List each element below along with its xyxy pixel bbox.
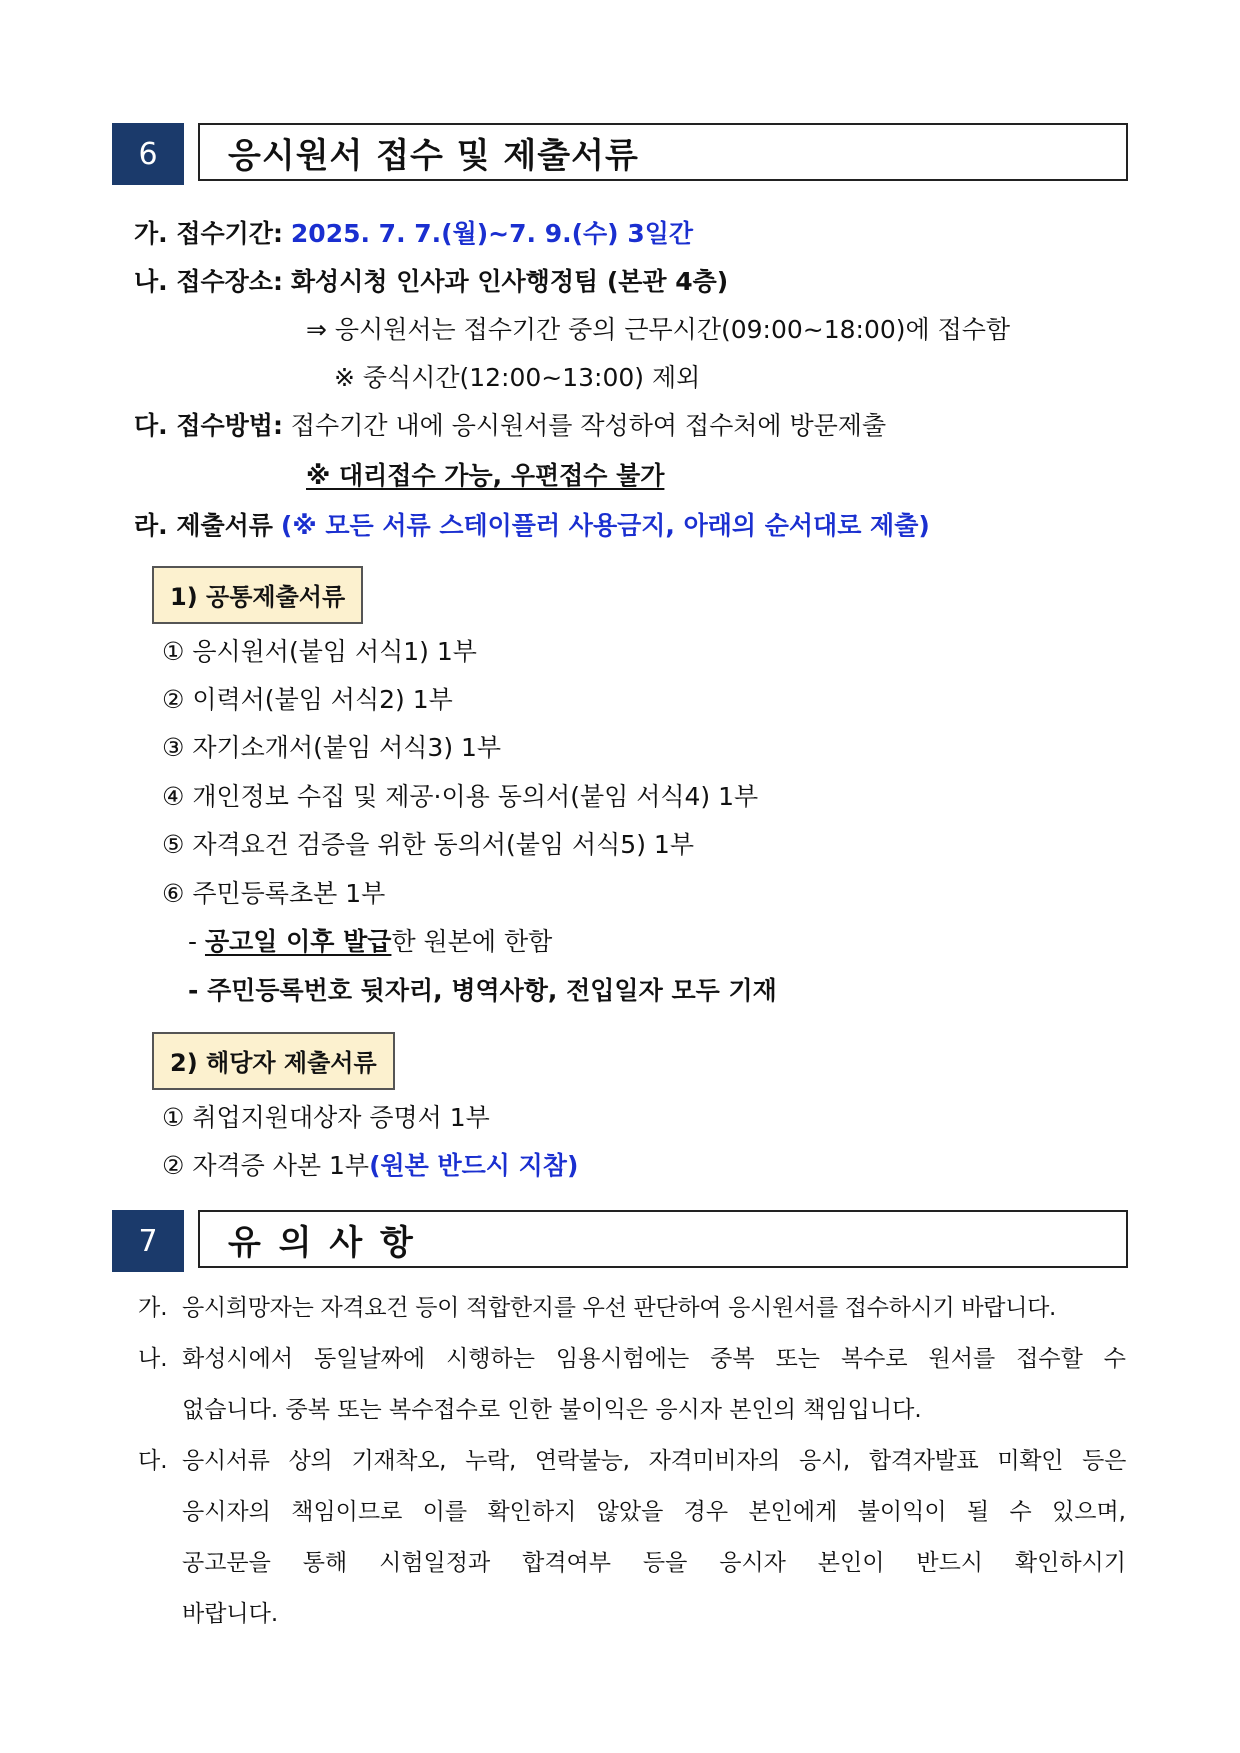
period-value: 2025. 7. 7.(월)~7. 9.(수) 3일간 <box>290 219 694 248</box>
application-method <box>134 408 886 444</box>
place-note-lunch: ※ 중식시간(12:00~13:00) 제외 <box>334 363 701 392</box>
documents-note: (※ 모든 서류 스테이플러 사용금지, 아래의 순서대로 제출) <box>280 511 930 540</box>
condition-rest: 한 원본에 한함 <box>391 927 553 956</box>
documents-heading <box>134 508 930 544</box>
list-item: ② 이력서(붙임 서식2) 1부 <box>162 685 453 714</box>
notice-marker: 다. <box>138 1448 168 1474</box>
section-number: 6 <box>112 123 184 185</box>
section-6-header <box>112 123 1132 185</box>
documents-label: 라. 제출서류 <box>134 511 273 540</box>
list-item: ⑥ 주민등록초본 1부 <box>162 879 386 908</box>
dash: - <box>188 927 198 956</box>
application-period <box>134 216 693 252</box>
notice-text: 공고문을 통해 시험일정과 합격여부 등을 응시자 본인이 반드시 확인하시기 <box>182 1550 1126 1576</box>
method-label: 다. 접수방법: <box>134 411 283 440</box>
notice-text: 바랍니다. <box>182 1601 279 1627</box>
resident-copy-condition <box>188 924 552 960</box>
list-item: ① 응시원서(붙임 서식1) 1부 <box>162 637 477 666</box>
notice-text: 없습니다. 중복 또는 복수접수로 인한 불이익은 응시자 본인의 책임입니다. <box>182 1397 922 1423</box>
notice-text: 응시자의 책임이므로 이를 확인하지 않았을 경우 본인에게 불이익이 될 수 있으며, <box>182 1499 1126 1525</box>
section-number: 7 <box>112 1210 184 1272</box>
notice-text: 응시서류 상의 기재착오, 누락, 연락불능, 자격미비자의 응시, 합격자발표 미확인 등은 <box>182 1448 1126 1474</box>
list-item: ④ 개인정보 수집 및 제공·이용 동의서(붙임 서식4) 1부 <box>162 782 759 811</box>
place-label: 나. 접수장소: <box>134 267 283 296</box>
notice-marker: 가. <box>138 1295 168 1321</box>
condition-bold: 공고일 이후 발급 <box>204 927 392 956</box>
applicable-documents-title: 2) 해당자 제출서류 <box>152 1032 395 1090</box>
section-title: 유 의 사 항 <box>198 1210 1128 1268</box>
method-note: ※ 대리접수 가능, 우편접수 불가 <box>306 461 665 490</box>
item-text: ② 자격증 사본 1부 <box>162 1151 370 1180</box>
list-item: ① 취업지원대상자 증명서 1부 <box>162 1103 490 1132</box>
place-note-hours: ⇒ 응시원서는 접수기간 중의 근무시간(09:00~18:00)에 접수함 <box>306 315 1011 344</box>
application-place <box>134 264 728 300</box>
item-note: (원본 반드시 지참) <box>369 1151 579 1180</box>
list-item <box>162 1148 578 1184</box>
section-7-header <box>112 1210 1132 1272</box>
notice-marker: 나. <box>138 1346 168 1372</box>
list-item: ⑤ 자격요건 검증을 위한 동의서(붙임 서식5) 1부 <box>162 830 694 859</box>
section-title: 응시원서 접수 및 제출서류 <box>198 123 1128 181</box>
common-documents-title: 1) 공통제출서류 <box>152 566 363 624</box>
method-value: 접수기간 내에 응시원서를 작성하여 접수처에 방문제출 <box>290 411 887 440</box>
list-item: ③ 자기소개서(붙임 서식3) 1부 <box>162 733 502 762</box>
notice-text: 응시희망자는 자격요건 등이 적합한지를 우선 판단하여 응시원서를 접수하시기 바랍니다. <box>182 1295 1057 1321</box>
period-label: 가. 접수기간: <box>134 219 283 248</box>
notice-text: 화성시에서 동일날짜에 시행하는 임용시험에는 중복 또는 복수로 원서를 접수할 수 <box>182 1346 1126 1372</box>
resident-copy-requirement: - 주민등록번호 뒷자리, 병역사항, 전입일자 모두 기재 <box>188 976 777 1005</box>
place-value: 화성시청 인사과 인사행정팀 (본관 4층) <box>290 267 729 296</box>
